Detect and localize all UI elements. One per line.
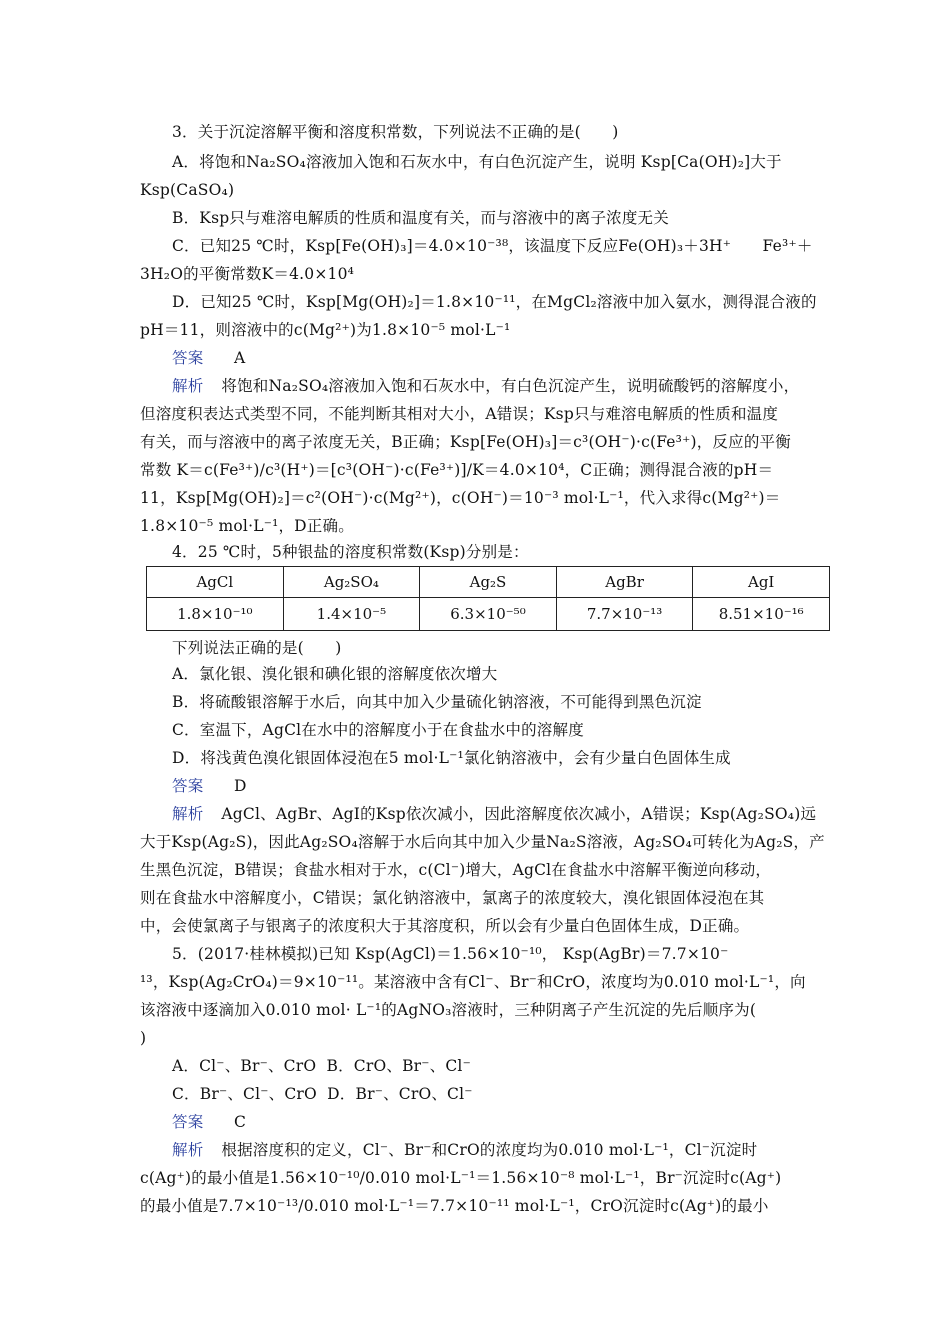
- analysis-label: 解析: [172, 805, 204, 823]
- table-row: [147, 598, 830, 631]
- q4-prompt: 下列说法正确的是( ): [172, 639, 342, 657]
- q4-analysis-line: 大于Ksp(Ag₂S)，因此Ag₂SO₄溶解于水后向其中加入少量Na₂S溶液，Ag₂SO₄可转化为Ag₂S，产: [140, 833, 825, 851]
- q5-answer: [172, 1112, 842, 1132]
- answer-value: D: [234, 777, 247, 795]
- q5-stem-cont: ): [140, 1029, 147, 1047]
- table-cell: 7.7×10⁻¹³: [556, 598, 693, 631]
- q5-stem: 5．(2017·桂林模拟)已知 Ksp(AgCl)＝1.56×10⁻¹⁰， Ksp(AgBr)＝7.7×10⁻: [172, 945, 729, 963]
- q3-analysis-line: 常数 K＝c(Fe³⁺)/c³(H⁺)＝[c³(OH⁻)·c(Fe³⁺)]/K＝4.0×10⁴，C正确；测得混合液的pH＝: [140, 461, 774, 479]
- answer-label: 答案: [172, 1113, 204, 1131]
- q3-analysis-line: 有关，而与溶液中的离子浓度无关，B正确；Ksp[Fe(OH)₃]＝c³(OH⁻)·c(Fe³⁺)，反应的平衡: [140, 433, 791, 451]
- table-cell: 8.51×10⁻¹⁶: [693, 598, 830, 631]
- table-header-cell: Ag₂S: [420, 567, 557, 598]
- q3-option-d: D．已知25 ℃时，Ksp[Mg(OH)₂]＝1.8×10⁻¹¹，在MgCl₂溶液中加入氨水，测得混合液的: [172, 293, 817, 311]
- q5-analysis-line: [172, 1140, 842, 1160]
- q3-option-b: B．Ksp只与难溶电解质的性质和温度有关，而与溶液中的离子浓度无关: [172, 209, 669, 227]
- q5-stem-cont: ¹³，Ksp(Ag₂CrO₄)＝9×10⁻¹¹。某溶液中含有Cl⁻、Br⁻和CrO，浓度均为0.010 mol·L⁻¹，向: [140, 973, 806, 991]
- q5-options-ab: A．Cl⁻、Br⁻、CrO B．CrO、Br⁻、Cl⁻: [172, 1057, 471, 1075]
- ksp-table: [146, 566, 830, 631]
- q4-analysis-line: [172, 804, 842, 824]
- answer-label: 答案: [172, 777, 204, 795]
- q3-analysis-line: 11，Ksp[Mg(OH)₂]＝c²(OH⁻)·c(Mg²⁺)，c(OH⁻)＝10⁻³ mol·L⁻¹，代入求得c(Mg²⁺)＝: [140, 489, 781, 507]
- q3-option-c-cont: 3H₂O的平衡常数K＝4.0×10⁴: [140, 265, 355, 283]
- answer-label: 答案: [172, 349, 204, 367]
- q4-answer: [172, 776, 842, 796]
- q4-analysis-line: 生黑色沉淀，B错误；食盐水相对于水，c(Cl⁻)增大，AgCl在食盐水中溶解平衡逆向移动，: [140, 861, 772, 879]
- table-header-row: [147, 567, 830, 598]
- q3-analysis-line: [172, 376, 842, 396]
- q4-option-c: C．室温下，AgCl在水中的溶解度小于在食盐水中的溶解度: [172, 721, 584, 739]
- q5-analysis-line: c(Ag⁺)的最小值是1.56×10⁻¹⁰/0.010 mol·L⁻¹＝1.56×10⁻⁸ mol·L⁻¹，Br⁻沉淀时c(Ag⁺): [140, 1169, 782, 1187]
- answer-value: C: [234, 1113, 247, 1131]
- table-cell: 6.3×10⁻⁵⁰: [420, 598, 557, 631]
- q4-analysis-line: 则在食盐水中溶解度小，C错误；氯化钠溶液中，氯离子的浓度较大，溴化银固体浸泡在其: [140, 889, 765, 907]
- table-cell: 1.4×10⁻⁵: [283, 598, 420, 631]
- analysis-text: 将饱和Na₂SO₄溶液加入饱和石灰水中，有白色沉淀产生，说明硫酸钙的溶解度小，: [221, 377, 800, 395]
- answer-value: A: [234, 349, 246, 367]
- table-header-cell: AgBr: [556, 567, 693, 598]
- q3-analysis-line: 1.8×10⁻⁵ mol·L⁻¹，D正确。: [140, 517, 354, 535]
- analysis-text: 根据溶度积的定义，Cl⁻、Br⁻和CrO的浓度均为0.010 mol·L⁻¹，Cl⁻沉淀时: [221, 1141, 758, 1159]
- q3-option-a-cont: Ksp(CaSO₄): [140, 181, 235, 199]
- q4-analysis-line: 中，会使氯离子与银离子的浓度积大于其溶度积，所以会有少量白色固体生成，D正确。: [140, 917, 750, 935]
- table-cell: 1.8×10⁻¹⁰: [147, 598, 284, 631]
- q3-option-c: C．已知25 ℃时，Ksp[Fe(OH)₃]＝4.0×10⁻³⁸，该温度下反应Fe(OH)₃＋3H⁺ Fe³⁺＋: [172, 237, 813, 255]
- table-header-cell: AgI: [693, 567, 830, 598]
- analysis-label: 解析: [172, 377, 204, 395]
- analysis-label: 解析: [172, 1141, 204, 1159]
- q4-option-a: A．氯化银、溴化银和碘化银的溶解度依次增大: [172, 665, 498, 683]
- q3-analysis-line: 但溶度积表达式类型不同，不能判断其相对大小，A错误；Ksp只与难溶电解质的性质和温度: [140, 405, 779, 423]
- q4-option-d: D．将浅黄色溴化银固体浸泡在5 mol·L⁻¹氯化钠溶液中，会有少量白色固体生成: [172, 749, 731, 767]
- analysis-text: AgCl、AgBr、AgI的Ksp依次减小，因此溶解度依次减小，A错误；Ksp(Ag₂SO₄)远: [221, 805, 817, 823]
- q5-options-cd: C．Br⁻、Cl⁻、CrO D．Br⁻、CrO、Cl⁻: [172, 1085, 473, 1103]
- q3-option-d-cont: pH＝11，则溶液中的c(Mg²⁺)为1.8×10⁻⁵ mol·L⁻¹: [140, 321, 511, 339]
- q3-answer: [172, 348, 842, 368]
- q5-analysis-line: 的最小值是7.7×10⁻¹³/0.010 mol·L⁻¹＝7.7×10⁻¹¹ mol·L⁻¹，CrO沉淀时c(Ag⁺)的最小: [140, 1197, 769, 1215]
- q4-option-b: B．将硫酸银溶解于水后，向其中加入少量硫化钠溶液，不可能得到黑色沉淀: [172, 693, 702, 711]
- q4-stem: 4．25 ℃时，5种银盐的溶度积常数(Ksp)分别是：: [172, 543, 529, 561]
- q3-option-a: A．将饱和Na₂SO₄溶液加入饱和石灰水中，有白色沉淀产生，说明 Ksp[Ca(OH)₂]大于: [172, 153, 782, 171]
- q3-stem: 3．关于沉淀溶解平衡和溶度积常数，下列说法不正确的是( ): [172, 123, 619, 141]
- table-header-cell: Ag₂SO₄: [283, 567, 420, 598]
- table-header-cell: AgCl: [147, 567, 284, 598]
- q5-stem-cont: 该溶液中逐滴加入0.010 mol· L⁻¹的AgNO₃溶液时，三种阴离子产生沉淀的先后顺序为(: [140, 1001, 757, 1019]
